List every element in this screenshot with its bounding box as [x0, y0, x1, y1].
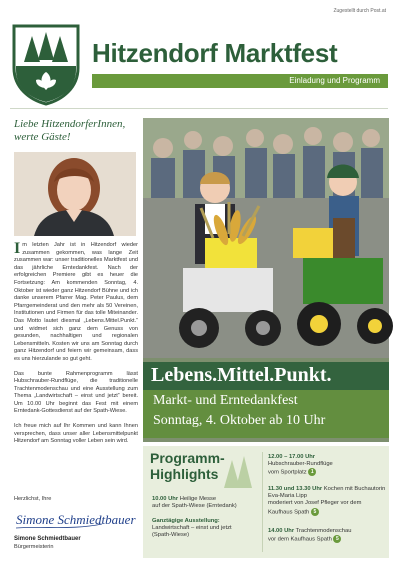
program-divider: [262, 452, 263, 552]
dropcap: I: [14, 240, 21, 257]
location-badge-icon: 5: [333, 535, 341, 543]
signer-name: Simone Schmiedtbauer: [14, 536, 81, 542]
signature-image: [14, 506, 136, 532]
program-heading-line2: Highlights: [150, 466, 219, 482]
program-item: [268, 528, 386, 544]
postal-note: Zugestellt durch Post.at: [333, 8, 386, 14]
event-title: Markt- und Erntedankfest: [153, 393, 298, 408]
program-item-time: 12.00 – 17.00 Uhr: [268, 454, 316, 460]
program-item: [268, 486, 386, 516]
program-item-time: 11.30 und 13.30 Uhr: [268, 486, 323, 492]
letter-paragraph-1: m letzten Jahr ist in Hitzendorf wieder zusammen gekommen, was lange Zeit zusammen war: unser traditionelles Marktfest und das jährliche Erntedankfest. Nach der erfolgreichen Premiere gibt es heuer die Fortsetzung: Am kommenden Sonntag, 4. Oktober ist wieder ganz Hitzendorf Bühne und ich danke unserem Pfarrer Mag. Peter Paulus, dem Pfarrgemeinderat und den mehr als 50 Vereinen, Institutionen und Firmen für das tolle Miteinander. Das Motto lautet diesmal „Lebens.Mittel.Punkt.“ und widmet sich ganz dem Genuss von gesunden, nachhaltigen und regionalen Lebensmitteln. Kosten wir uns am Sonntag durch ganz Hitzendorf und feiern wir gemeinsam, dass es uns hierzulande so gut geht.: [14, 242, 138, 362]
mayor-portrait-image: [14, 152, 136, 236]
letter-paragraph-3: Ich freue mich auf Ihr Kommen und kann Ihnen versprechen, dass unser aller Lebensmittelpunkt Hitzendorf am Sonntag voller Leben sein wird.: [14, 423, 138, 445]
letter-body: [14, 242, 138, 453]
program-item-text: Landwirtschaft – einst und jetzt: [152, 525, 232, 532]
header-divider: [10, 108, 388, 109]
program-item: [268, 454, 386, 477]
subtitle: Einladung und Programm: [289, 76, 380, 85]
program-item-detail: vom Sportplatz: [268, 469, 307, 476]
municipal-crest-icon: [10, 22, 82, 106]
letter-paragraph-2: Das bunte Rahmenprogramm lässt Hubschrauber-Rundflüge, die traditionelle Trachtenmodenschau und eine Ausstellung zum Thema „Landwirtschaft – einst und jetzt“ bereit. Um 10.00 Uhr beginnt das Fest mit einem Erntedank-Gottesdienst auf der Spath-Wiese.: [14, 370, 138, 415]
program-item-detail: (Spath-Wiese): [152, 532, 190, 539]
program-item-text: Trachtenmodenschau: [295, 528, 352, 534]
sign-intro: Herzlichst, Ihre: [14, 496, 52, 502]
program-item-text: Kochen mit Buchautorin Eva-Maria Lipp: [268, 486, 386, 500]
program-item-time: 14.00 Uhr: [268, 528, 295, 534]
page-title: Hitzendorf Marktfest: [92, 38, 338, 68]
location-badge-icon: 5: [311, 508, 319, 516]
event-date: Sonntag, 4. Oktober ab 10 Uhr: [153, 413, 326, 428]
program-item-detail: auf der Spath-Wiese (Erntedank): [152, 503, 237, 510]
signer-role: Bürgermeisterin: [14, 544, 54, 550]
program-heading: [150, 450, 246, 482]
subtitle-bar: [92, 74, 388, 88]
motto-text: Lebens.Mittel.Punkt.: [151, 364, 332, 386]
program-item-time: Ganztägige Ausstellung:: [152, 518, 220, 524]
program-item: [152, 518, 258, 540]
signature-lettering: Simone Schmiedtbauer: [16, 512, 136, 527]
program-item-text: Heilige Messe: [179, 496, 217, 502]
event-banner: [143, 390, 389, 438]
program-item-detail: vor dem Kaufhaus Spath: [268, 536, 332, 543]
greeting-heading: Liebe HitzendorferInnen, werte Gäste!: [14, 118, 126, 143]
program-item-detail: moderiert von Josef Pfleger vor dem Kaufhaus Spath: [268, 500, 362, 516]
location-badge-icon: 1: [308, 468, 316, 476]
program-heading-line1: Programm-: [150, 450, 225, 466]
program-item-time: 10.00 Uhr: [152, 496, 179, 502]
program-item-text: Hubschrauber-Rundflüge: [268, 461, 333, 468]
program-item: [152, 496, 258, 510]
motto-banner: [143, 362, 389, 390]
